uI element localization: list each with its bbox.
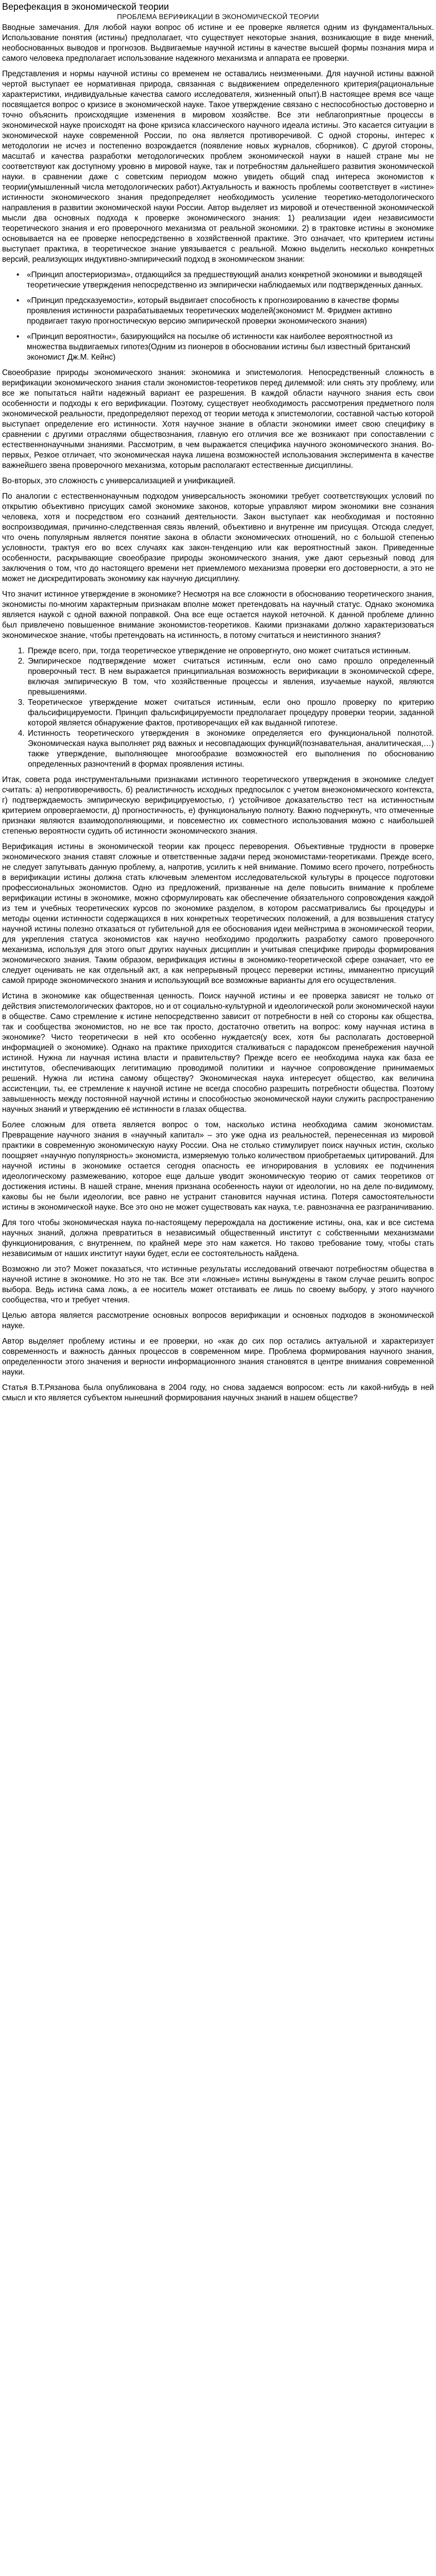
article-subtitle: ПРОБЛЕМА ВЕРИФИКАЦИИ В ЭКОНОМИЧЕСКОЙ ТЕОРИИ: [117, 13, 319, 21]
page-bottom-spacer: [2, 1409, 434, 1419]
verification-section: [2, 775, 434, 1259]
list-item: 2. Эмпирическое подтверждение может считаться истинным, если оно само прошло определенный проверочный тест. В нем выражается принципиальная возможность верификации в экономической сфере, включая эмпирическую В том, что хозяйственные процессы и явления, изучаемые наукой, являются превышениями.: [27, 656, 434, 698]
list-item: 3. Теоретическое утверждение может считаться истинным, если оно прошло проверку по критерию фальсифицируемости. Принцип фальсифицируемости предполагает процедуру проверки теории, заданной которой является обнаружение фактов, противоречащих ей как выданной гипотезе.: [27, 698, 434, 728]
list-item: • «Принцип вероятности», базирующийся на посылке об истинности как наиболее вероятностной из множества выдвигаемых гипотез(Одним из пионеров в обосновании истины был известный британский экономист Дж.М. Кейнс): [27, 332, 434, 363]
body-paragraph: Автор выделяет проблему истины и ее проверки, но «как до сих пор остались актуальной и характеризует современность и важность данных процессов в современном мире. Проблема формирования научного знания, определенности этого значения и верности информационного знания становятся в центре внимания современной науки.: [2, 1337, 434, 1377]
body-paragraph: Во-вторых, это сложность с универсализацией и унификацией.: [2, 477, 236, 485]
body-paragraph: Возможно ли это? Может показаться, что истинные результаты исследований отвечают потребностям общества в научной истине в экономике. Но это не так. Все эти «ложные» истины вынуждены в таком случае решить вопрос выбора. Ведь истина сама ложь, а ее носитель может отстаивать ее лишь по своему выбору, у этого научного сообщества, что и требует чтения.: [2, 1265, 434, 1304]
truth-criteria-list: [2, 646, 434, 770]
body-paragraph: Итак, совета рода инструментальными признаками истинного теоретического утверждения в экономике следует считать: а) непротиворечивость, б) реалистичность исходных предпосылок с учетом внеэкономического контекста, г) подтверждаемость эмпирическую верифицируемостью, г) устойчивое доказательство тест на истинностным критерием опровергаемости, д) прогностичность, е) функциональную полноту. Важно подчеркнуть, что отмеченные признаки являются взаимодополняющими, и повсеместно их совместного использования можно с наибольшей степенью вероятности судить об истинности экономического знания.: [2, 775, 434, 836]
body-paragraph: Целью автора является рассмотрение основных вопросов верификации и основных подходов в экономической науке.: [2, 1311, 434, 1330]
approach-bullet-list: [2, 270, 434, 363]
page-title: Верефекация в экономической теории: [2, 2, 169, 12]
list-item: • «Принцип предсказуемости», который выдвигает способность к прогнозированию в качестве формы проявления истинности разрабатываемых теоретических моделей(экономист М. Фридмен активно продвигает такую прогностическую версию эмпирической проверки экономического знания): [27, 296, 434, 327]
list-item: • «Принцип апостериоризма», отдающийся за предшествующий анализ конкретной экономики и выводящей теоретические утверждения непосредственно из эмпирически наблюдаемых или подтвержденных данных.: [27, 270, 434, 291]
body-paragraph: По аналогии с естественнонаучным подходом универсальность экономики требует соответствующих условий по открытию объективно присущих самой экономике законов, которые управляют миром экономики вне сознания человека, хотя и посредством его сознаний деятельности. Закон выступает как необходимая и постоянно воспроизводимая, причинно-следственная связь явлений, объективно и внутренне им присущая. Отсюда следует, что очень популярным является понятие закона в области экономических отношений, но с большой степенью условности, трактуя его во всех случаях как закон-тенденцию или как вероятностный закон. Приведенные особенности, раскрывающие своеобразие природы экономического знания, уже дают серьезный повод для заключения о том, что до настоящего времени нет приемлемого механизма проверки его достоверности, а это не может не дискредитировать экономику как научную дисциплину.: [2, 492, 434, 583]
body-paragraph: Верификация истины в экономической теории как процесс переворения. Объективные трудности в проверке экономического знания ставят сложные и ответственные задачи перед экономистами-теоретиками. Прежде всего, не следует запутывать данную проблему, а, напротив, усилить к ней внимание. Помимо всего прочего, потребность в верификации истины должна стать ключевым элементом исследовательской культуры в процессе подготовки профессиональных экономистов. Одно из предложений, призванные на деле повысить внимание к проблеме верификации истины в экономике, можно сформулировать как обеспечение обязательного сопровождения каждой из тем и учебных теоретических курсов по экономике разделом, в котором рассматривались бы процедуры и методы оценки истинности содержащихся в них конкретных теоретических положений, а для возвышения статусу научной истины полезно отказаться от губительной для ее обоснования идеи мейнстрима в экономической теории, для укрепления статуса экономистов как научно необходимо продолжить разработку самого проверочного механизма, используя для этого опыт других научных дисциплин и учитывая специфике природы формирования экономического знания. Таким образом, верификация истины в экономико-теоретической сфере означает, что ее следует оценивать не как отдельный акт, а как непрерывный процесс переверки истины, имманентно присущий самой природе экономического знания и использующий все возможные варианты для его осуществления.: [2, 842, 434, 985]
body-paragraph: Истина в экономике как общественная ценность. Поиск научной истины и ее проверка зависят не только от действия эпистемологических факторов, но и от социально-культурной и идеологической роли экономической науки в обществе. Само стремление к истине непосредственно зависит от потребности в ней со стороны как общества, так и сообщества экономистов, но не все так просто, достаточно ответить на вопрос: кому научная истина в экономике? Чисто теоретически в ней кто особенно нуждается(у всех, хотя бы располагать достоверной информацией о экономике). Однако на практике приходится сталкиваться с парадоксом пренебрежения научной истиной. Нужна ли научная истина власти и правительству? Прежде всего ее необходима наука как база ее институтов, обеспечивающих легитимацию проводимой политики и научное сопровождение принимаемых решений. Нужна ли истина самому обществу? Экономическая наука интересует общество, как величина ассистенции, ты, ее стремление к научной истине не всегда способно разрешить потребности общества. Поэтому завышенность между постоянной научной истины и способностью экономической науки служить распространению научных знаний и утверждению её истинности в глазах общества.: [2, 992, 434, 1114]
intro-section: [2, 23, 434, 265]
list-item: 1. Прежде всего, при, тогда теоретическое утверждение не опровергнуто, оно может считаться истинным.: [27, 646, 434, 656]
body-paragraph: Что значит истинное утверждение в экономике? Несмотря на все сложности в обоснованию теоретического знания, экономисты по-многим характерным признакам вполне может претендовать на научный статус. Однако экономика является наукой с одной важной поправкой. Она все еще остается наукой неточной. К данной проблеме длинно был привлечено повышенное внимание экономистов-теоретиков. Какими признаками должно характеризоваться экономическое знание, чтобы претендовать на истинность, в потому считаться и неистинного знания?: [2, 590, 434, 640]
body-paragraph: Более сложным для ответа является вопрос о том, насколько истина необходима самим экономистам. Превращение научного знания в «научный капитал» – это уже одна из реальностей, перенесенная из мировой практики в современную экономическую науку России. Она не столько стимулирует поиск научных истин, сколько поощряет «научную популярность» экономиста, измеряемую только количеством приобретаемых цитирований. Для научной истины в экономике остается сегодня опасность ее игнорирования в условиях ее подчинения идеологическому размежеванию, которое еще дальше уводит экономическую теорию от самих теоретиков от достижения истины. В нашей стране, мнения признана особенность науки от идеологии, но на деле по-видимому, каковы бы не были идеологии, все равно не устранит становится научная истина. Потеря самостоятельности истины в экономической науке. Все это оно не может существовать как наука, т.е. равнозначна ее разграничиванию.: [2, 1121, 434, 1212]
middle-section: [2, 368, 434, 641]
body-paragraph: Своеобразие природы экономического знания: экономика и эпистемология. Непосредственный сложность в верификации экономического знания стали экономистов-теоретиков перед дилеммой: или снять эту проблему, или все же попытаться найти надежный вариант ее разрешения. В каждой области научного знания есть свои особенности и подходы к его верификации. Поэтому, существует необходимость рассмотрения предметного поля экономической реальности, предопределяют переход от теории метода к эпистемологии, составной частью которой выступает определение его истинности. Хотя научное знание в области экономики имеет свою специфику в сравнении с другими отраслями обществознания, главную его отличия все же возникают при сопоставлении с естественнонаучными знаниями. Рассмотрим, в чем выражается специфика научного экономического знания. Во-первых, Резкое отличает, что экономическая наука лишена возможностей использования эксперимента в качестве важнейшего звена проверочного механизма, которым располагают естественные дисциплины.: [2, 368, 434, 470]
intro-paragraph: Вводные замечания. Для любой науки вопрос об истине и ее проверке является одним из фундаментальных. Использование понятия (истины) предполагает, что существует некоторые знания, возникающие в виде мнений, необоснованных выводов и прогнозов. Выдвигаемые научной истины в качестве высшей формы познания мира и самого человека предполагает использование надежного механизма и аппарата ее проверки.: [2, 23, 434, 63]
body-paragraph: Для того чтобы экономическая наука по-настоящему перерождала на достижение истины, она, как и все система научных знаний, должна превратиться в независимый общественный институт с собственными механизмами функционирования, с внутреннем, по крайней мере это нам кажется. Но таково требование тому, чтобы стать независимым от наших институт науки будет, если ее состоятельность найдена.: [2, 1218, 434, 1258]
list-item: 4. Истинность теоретического утверждения в экономике определяется его функциональной полнотой. Экономическая наука выполняет ряд важных и несовпадающих функций(познавательная, аналитическая,…) также утверждение, выполняющее многообразие возможностей его выполнения по обоснованию определенных разночтений в формах проявления истины.: [27, 728, 434, 770]
closing-section: [2, 1264, 434, 1403]
intro-paragraph: Представления и нормы научной истины со временем не оставались неизменными. Для научной истины важной чертой выступает ее нормативная природа, связанная с выдвижением определенного критерия(рациональные характеристики, индивидуальные качества самого исследователя, жизненный опыт).В настоящее время все чаще посвящается вопрос о кризисе в экономической науке. Такое утверждение связано с неспособностью достоверно и точно объяснить происходящие изменения в мировом хозяйстве. Все эти неблагоприятные процессы в экономической науке происходят на фоне кризиса классического научного идеала истины. Это касается ситуации в экономической науке современной России, по она является противоречивой. С одной стороны, интерес к методологии не исчез и постепенно возрождается (появление новых журналов, сборников). С другой стороны, масштаб и качества разработки методологических проблем экономической науки в нашей стране мы не соответствуют как доступному уровню в мировой науке, так и потребностям дальнейшего развития экономической науки. в сравнении даже с советским периодом можно увидеть общий спад интереса экономистов к теории(умышленный числа методологических работ).Актуальность и важность проблемы соответствует в «истине» истинности экономического знания предопределяет необходимость усиление теоретико-методологического направления в развитии экономической науки России. Автор выделяет из мировой и отечественной экономической мысли два основных подхода к проверке экономического знания: 1) реализации идеи независимости теоретического знания и его проверочного механизма от реальной экономики. 2) в трактовке истины в экономике основывается на ее проверке непосредственно в хозяйственной практике. Это означает, что критерием истины выступает практика, в теоретическое знание увязывается с реальной. Можно выделить несколько конкретных версий, реализующих индуктивно-эмпирический подход в экономическом знании:: [2, 70, 434, 264]
body-paragraph: Статья В.Т.Рязанова была опубликована в 2004 году, но снова задаемся вопросом: есть ли какой-нибудь в ней смысл и кто является субъектом нынешний формирования научных знаний в нашем обществе?: [2, 1383, 434, 1402]
